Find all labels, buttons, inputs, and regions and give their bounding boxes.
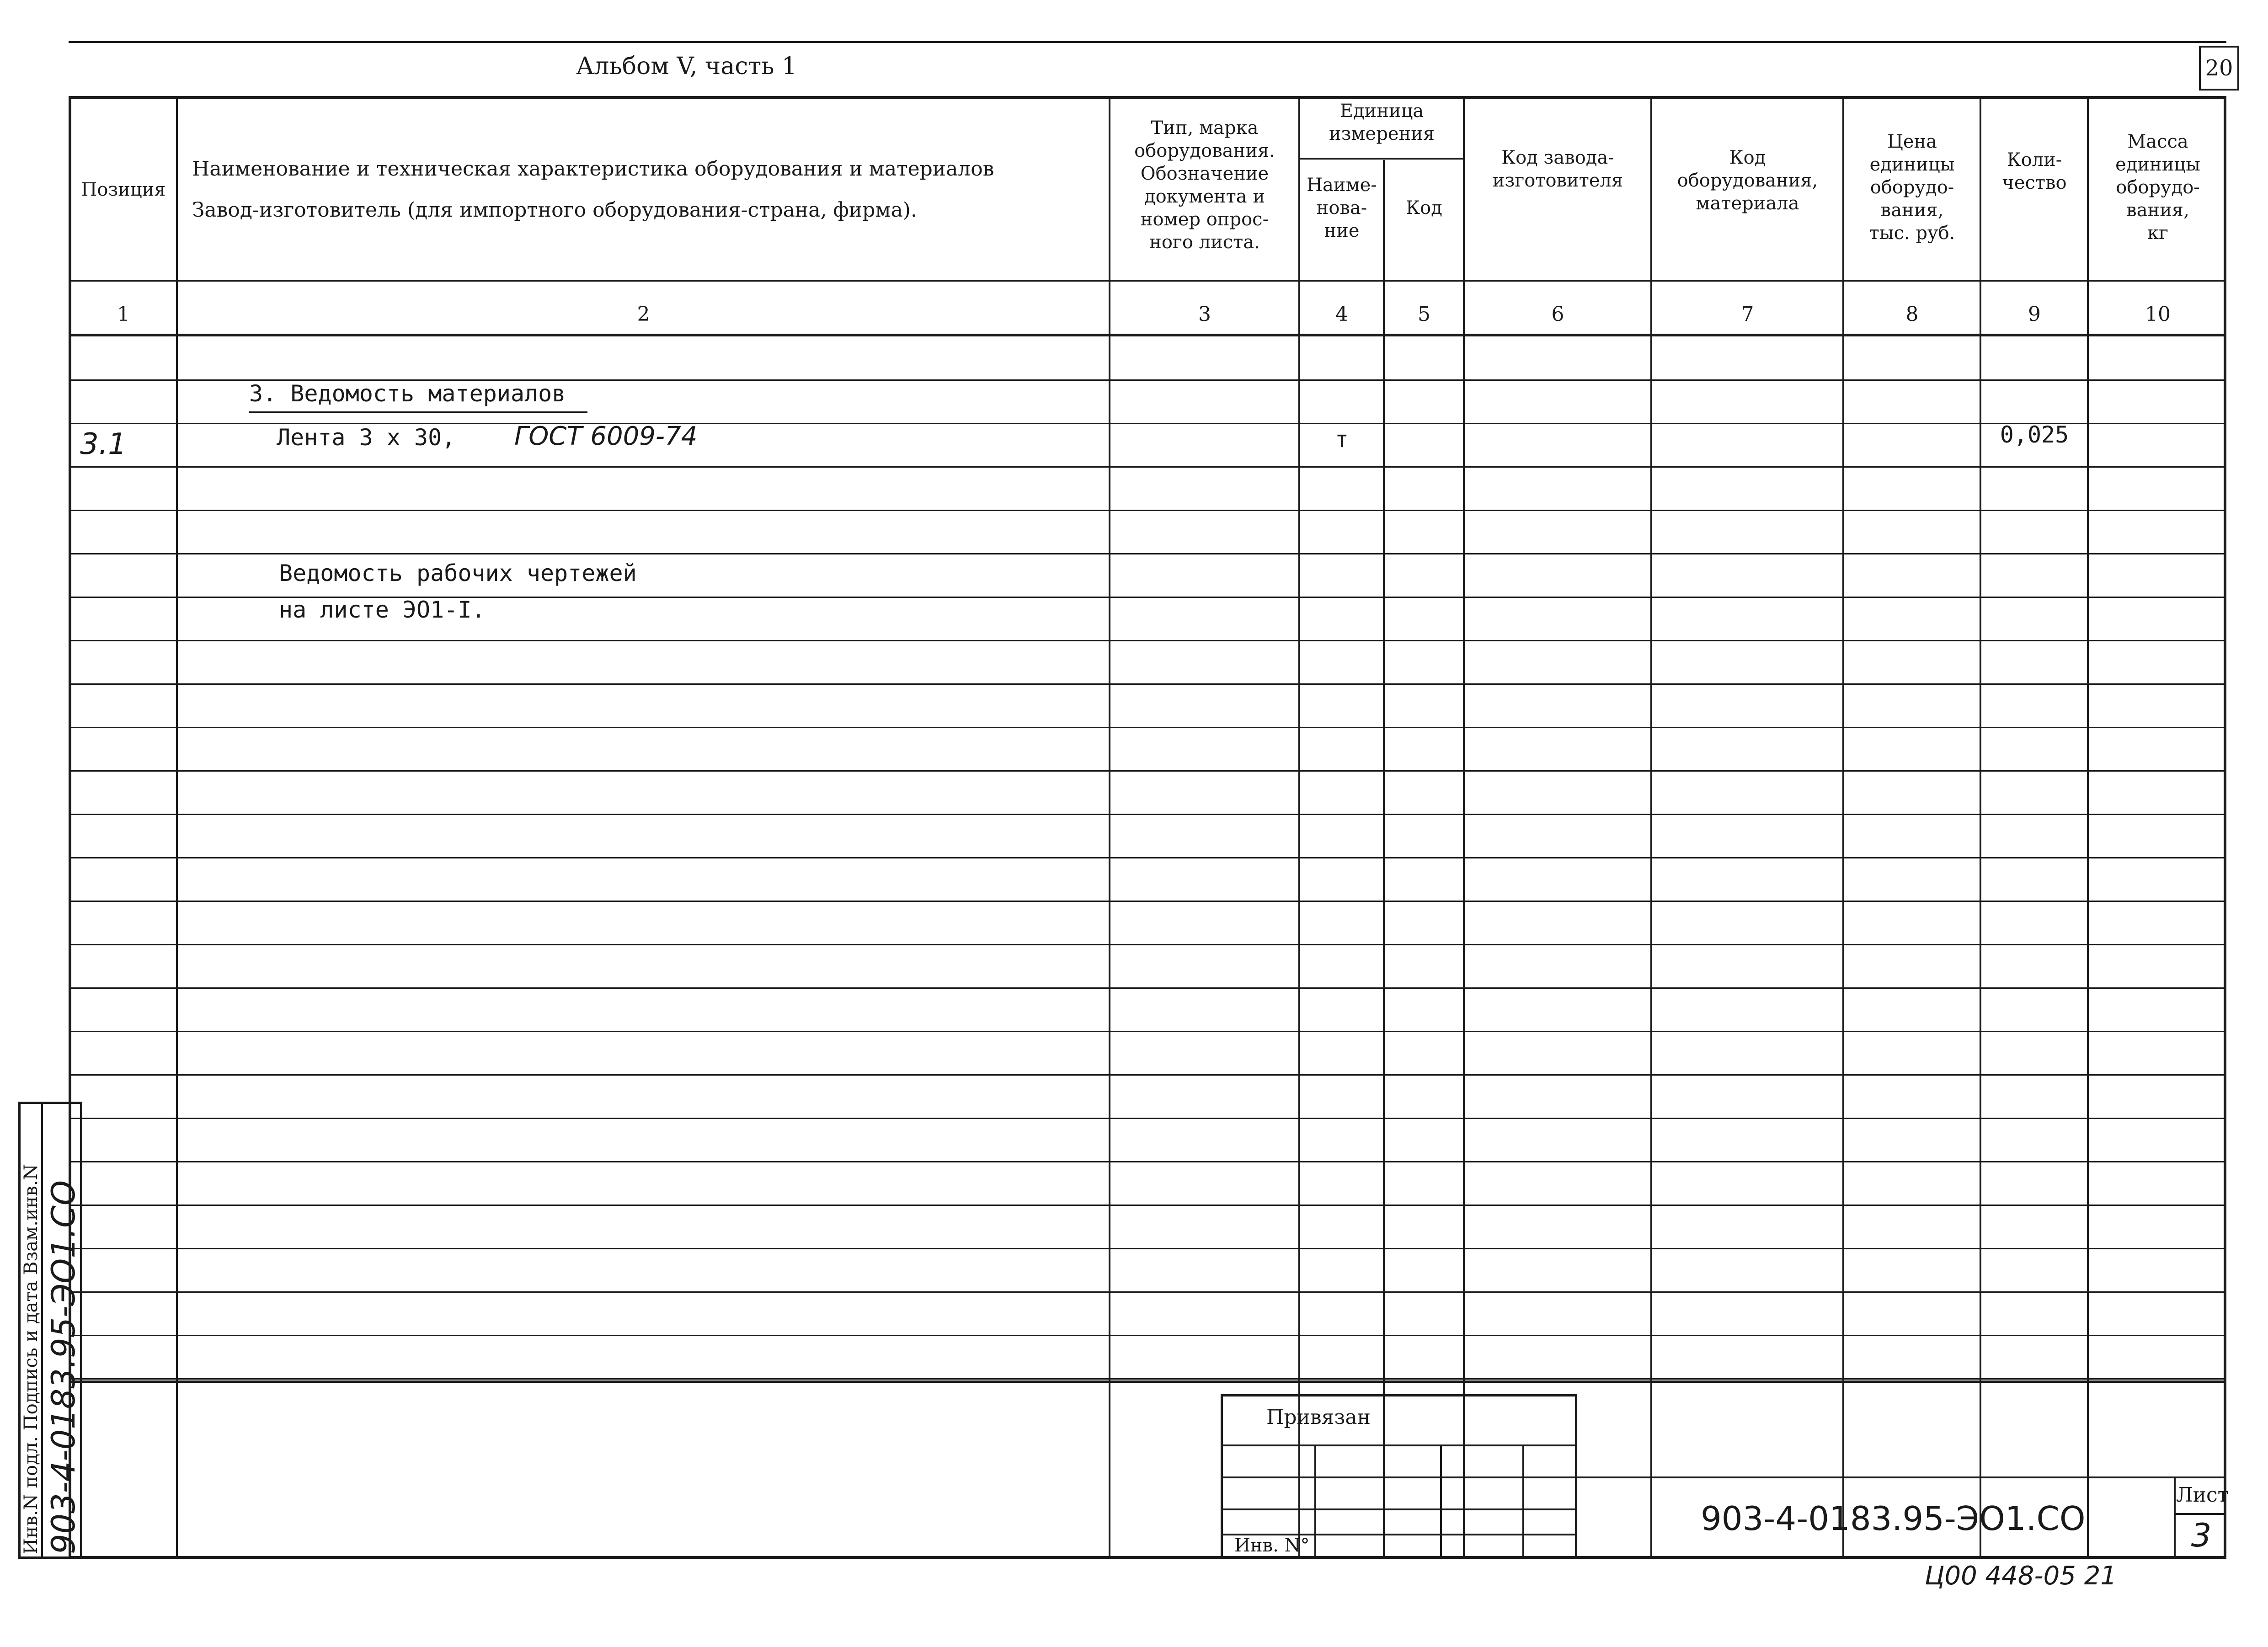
table-row-rule: [69, 640, 2226, 641]
table-row-rule: [69, 814, 2226, 815]
stamp-divider: [1440, 1444, 1442, 1559]
colnum-10: 10: [2145, 303, 2171, 326]
item-standard: ГОСТ 6009-74: [514, 421, 698, 451]
header-price: Цена единицы оборудо- вания, тыс. руб.: [1869, 131, 1955, 244]
header-bottom-rule: [69, 280, 2226, 282]
title-block-rule: [1577, 1476, 2226, 1478]
col-divider: [2087, 96, 2089, 1559]
item-quantity: 0,025: [2000, 421, 2069, 448]
table-row-rule: [69, 1291, 2226, 1293]
section-title-underline: [249, 411, 587, 413]
colnum-1: 1: [117, 303, 130, 326]
header-position: Позиция: [81, 179, 166, 200]
table-row-rule: [69, 770, 2226, 772]
header-mass: Масса единицы оборудо- вания, кг: [2115, 131, 2200, 244]
top-rule: [69, 41, 2226, 43]
header-unit-name: Наиме- нова- ние: [1307, 175, 1377, 241]
document-designation: 903-4-0183.95-ЭО1.СО: [1701, 1499, 2086, 1538]
table-row-rule: [69, 1248, 2226, 1249]
stamp-inv-no: Инв. N°: [1234, 1535, 1310, 1556]
table-row-rule: [69, 1205, 2226, 1206]
sheet-number: 3: [2191, 1517, 2212, 1554]
table-row-rule: [69, 683, 2226, 685]
col-divider: [1383, 160, 1385, 1559]
col-divider: [1842, 96, 1844, 1559]
table-row-rule: [69, 857, 2226, 858]
table-row-rule: [69, 944, 2226, 945]
header-quantity: Коли- чество: [2002, 149, 2067, 193]
colnum-2: 2: [637, 303, 650, 326]
note-line-2: на листе ЭО1-I.: [279, 597, 486, 623]
header-factory-code: Код завода- изготовителя: [1492, 147, 1623, 191]
title-block-divider: [2174, 1476, 2176, 1559]
table-row-rule: [69, 553, 2226, 554]
title-block-rule: [2174, 1513, 2226, 1515]
colnum-8: 8: [1905, 303, 1919, 326]
stamp-privyazan: Привязан: [1266, 1406, 1371, 1429]
table-row-rule: [69, 1031, 2226, 1032]
colnum-bottom-rule: [69, 334, 2226, 336]
stamp-divider: [1314, 1444, 1316, 1559]
table-row-rule: [69, 1378, 2226, 1380]
unit-group-rule: [1298, 158, 1465, 160]
col-divider: [1650, 96, 1652, 1559]
table-row-rule: [69, 1335, 2226, 1336]
item-name: Лента 3 х 30,: [277, 424, 456, 451]
item-unit: т: [1334, 426, 1349, 453]
table-row-rule: [69, 987, 2226, 989]
table-row-rule: [69, 901, 2226, 902]
table-row-rule: [69, 1074, 2226, 1076]
album-title: Альбом V, часть 1: [576, 53, 797, 80]
colnum-7: 7: [1741, 303, 1754, 326]
table-body-bottom-rule: [69, 1380, 2226, 1383]
table-row-rule: [69, 510, 2226, 511]
col-divider: [1298, 96, 1300, 1559]
footer-code: Ц00 448-05 21: [1925, 1561, 2117, 1591]
header-unit-group: Единица измерения: [1329, 101, 1435, 144]
colnum-5: 5: [1418, 303, 1430, 326]
item-position: 3.1: [80, 427, 127, 461]
sheet-label: Лист: [2176, 1483, 2229, 1507]
header-name: Наименование и техническая характеристика оборудования и материалов Завод-изготовитель (для импортного оборудования-страна, фирма).: [192, 157, 994, 222]
header-unit-code: Код: [1406, 197, 1442, 219]
colnum-3: 3: [1198, 303, 1211, 326]
note-line-1: Ведомость рабочих чертежей: [279, 560, 637, 586]
table-row-rule: [69, 1118, 2226, 1119]
col-divider: [1980, 96, 1981, 1559]
table-row-rule: [69, 466, 2226, 468]
col-divider: [1463, 96, 1465, 1559]
section-title: 3. Ведомость материалов: [249, 380, 566, 407]
side-stamp-handwritten: 903-4-0183.95-ЭО1.СО: [45, 1180, 82, 1554]
col-divider: [1109, 96, 1110, 1559]
colnum-9: 9: [2028, 303, 2041, 326]
header-type: Тип, марка оборудования. Обозначение документа и номер опрос- ного листа.: [1134, 117, 1275, 253]
colnum-6: 6: [1551, 303, 1564, 326]
side-stamp-labels: Инв.N подл. Подпись и дата Взам.инв.N: [21, 1164, 42, 1554]
stamp-divider: [1522, 1444, 1524, 1559]
header-equipment-code: Код оборудования, материала: [1677, 147, 1818, 214]
table-row-rule: [69, 727, 2226, 728]
colnum-4: 4: [1335, 303, 1348, 326]
col-divider: [176, 96, 178, 1559]
table-row-rule: [69, 1161, 2226, 1162]
sheet-corner-number: 20: [2199, 46, 2239, 91]
